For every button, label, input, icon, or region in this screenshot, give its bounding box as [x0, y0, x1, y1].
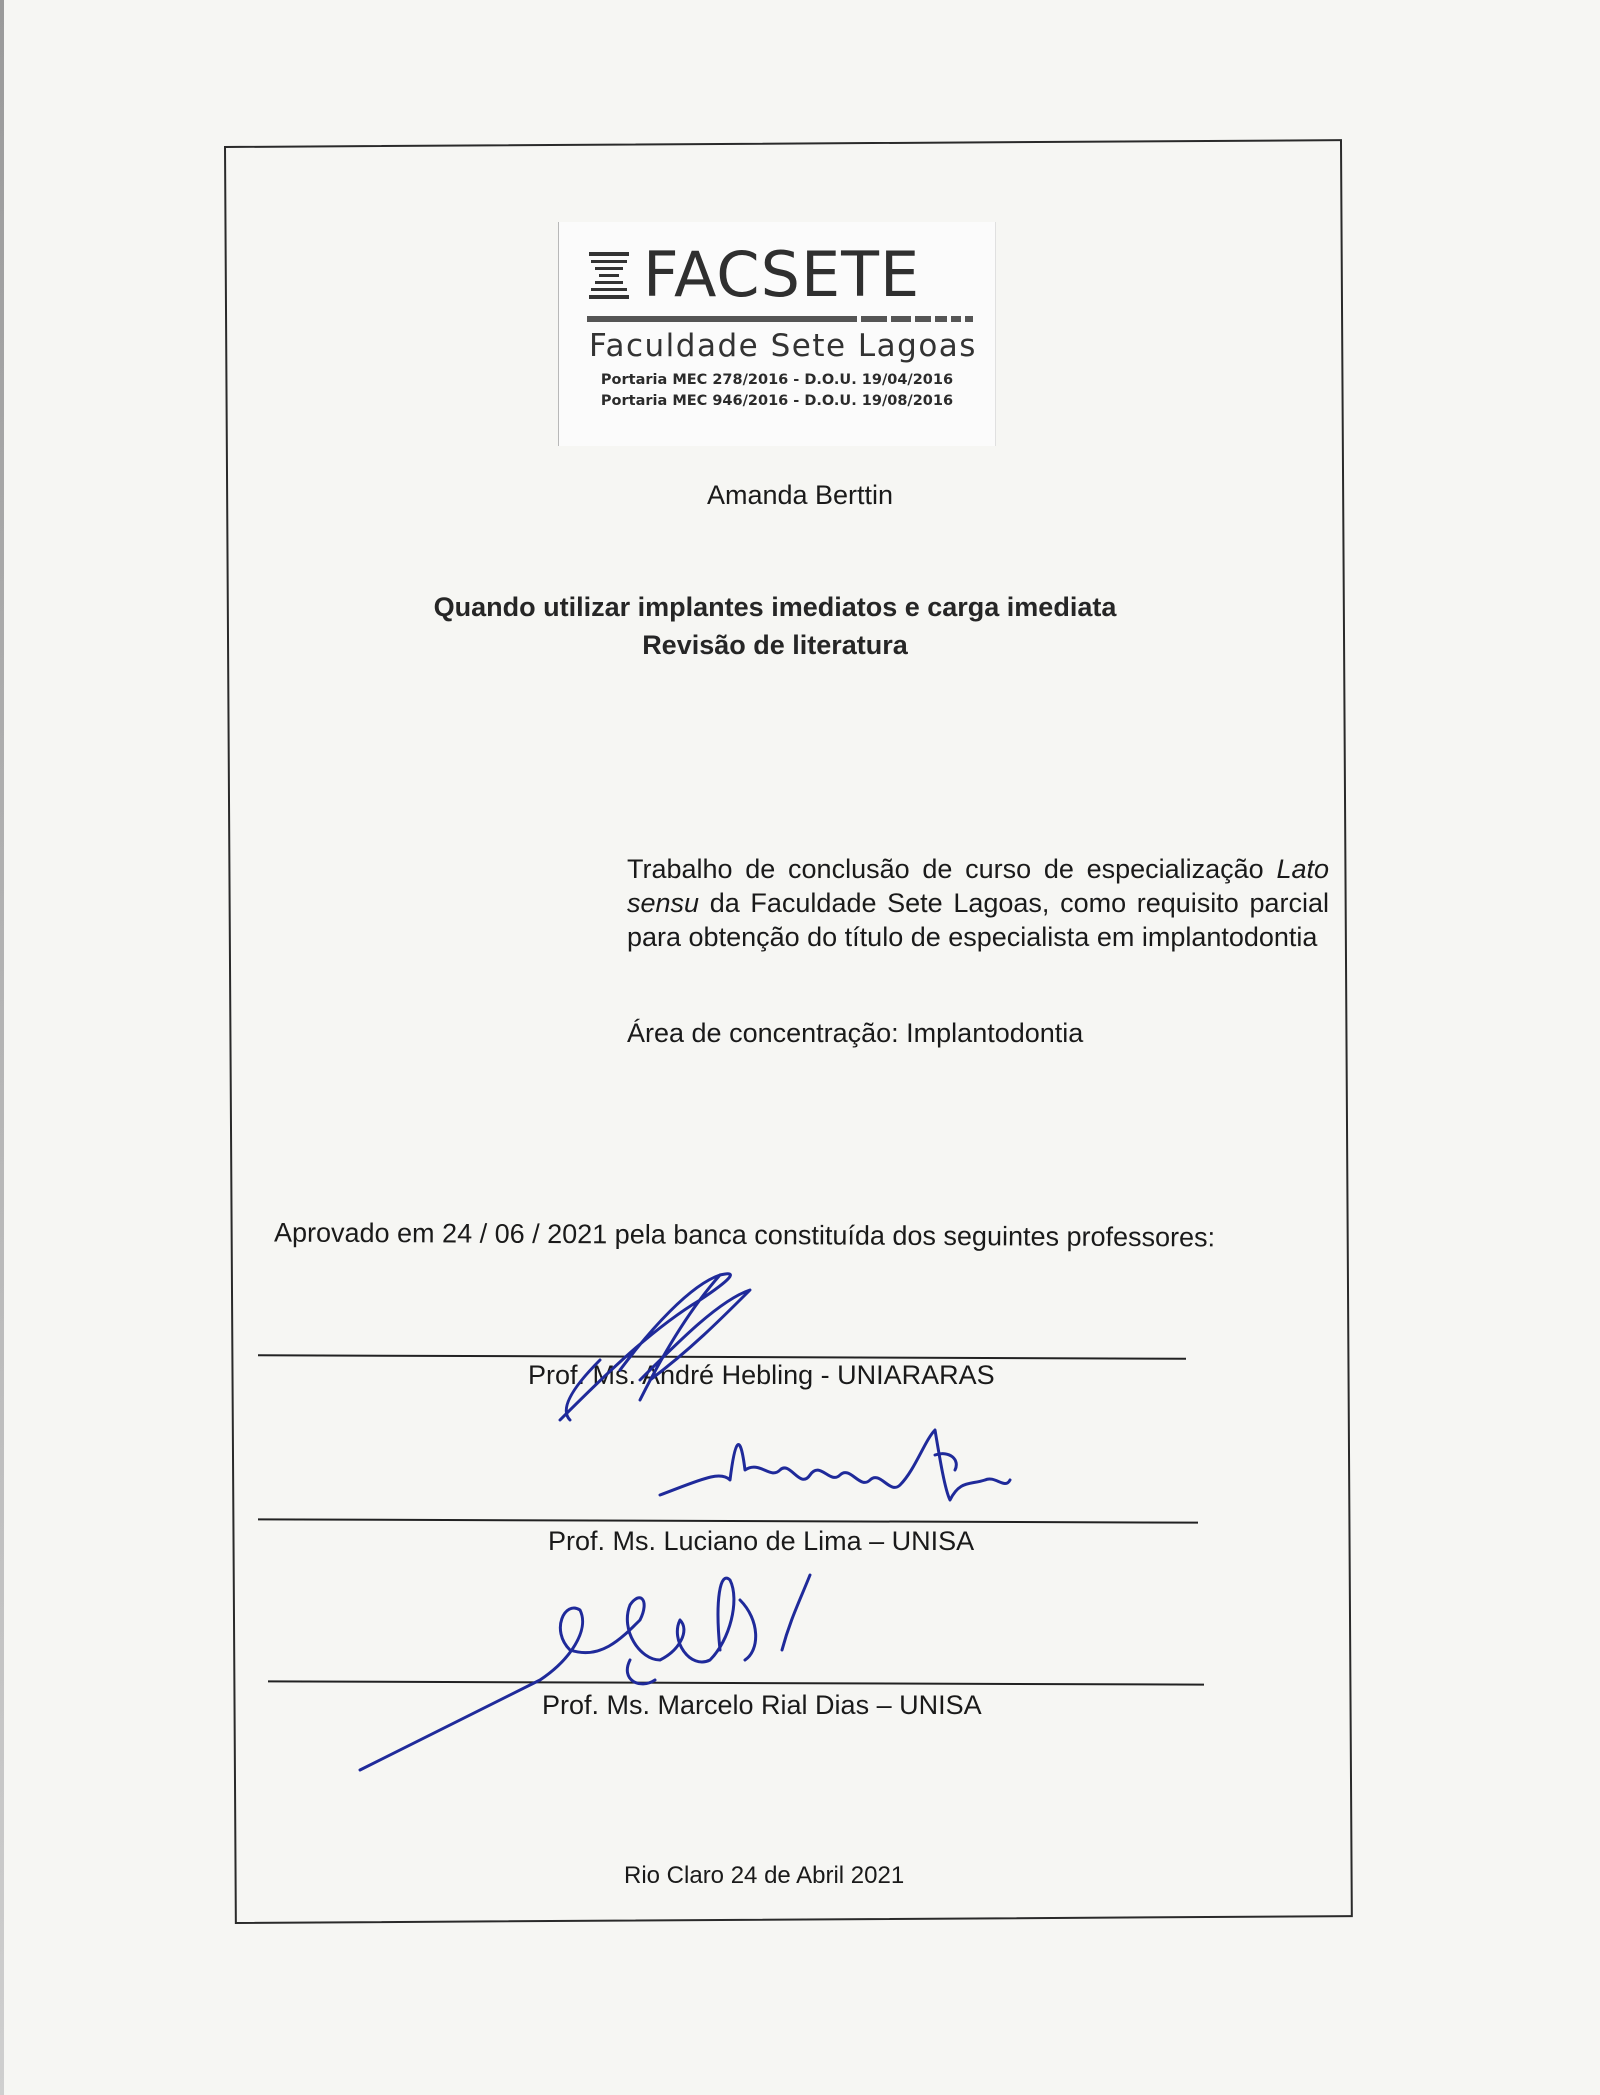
logo-wordmark: FACSETE: [643, 238, 921, 311]
purpose-statement: [627, 852, 1329, 954]
purpose-text-end: da Faculdade Sete Lagoas, como requisito parcial para obtenção do título de especialista em implantodontia: [627, 888, 1329, 952]
concentration-area: Área de concentração: Implantodontia: [627, 1018, 1084, 1048]
place-date: Rio Claro 24 de Abril 2021: [624, 1862, 905, 1889]
examiner-1: Prof. Ms. André Hebling - UNIARARAS: [528, 1360, 995, 1390]
examiner-2: Prof. Ms. Luciano de Lima – UNISA: [548, 1526, 975, 1556]
facsete-logo: [558, 222, 996, 446]
approval-statement: Aprovado em 24 / 06 / 2021 pela banca constituída dos seguintes professores:: [273, 1217, 1216, 1253]
examiner-3: Prof. Ms. Marcelo Rial Dias – UNISA: [542, 1690, 982, 1720]
portaria-line-2: Portaria MEC 946/2016 - D.O.U. 19/08/2016: [600, 393, 954, 409]
logo-subtitle: Faculdade Sete Lagoas: [589, 328, 977, 364]
paper-edge: [0, 0, 4, 2095]
portaria-line-1: Portaria MEC 278/2016 - D.O.U. 19/04/2016: [600, 372, 954, 388]
thesis-subtitle: Revisão de literatura: [642, 630, 908, 660]
facsete-emblem-icon: [587, 250, 631, 300]
purpose-text-start: Trabalho de conclusão de curso de especialização: [627, 854, 1277, 884]
thesis-title: Quando utilizar implantes imediatos e carga imediata: [433, 592, 1117, 622]
logo-rule: [587, 314, 979, 324]
purpose-italic: Lato sensu: [627, 854, 1329, 918]
author-name: Amanda Berttin: [706, 480, 894, 510]
